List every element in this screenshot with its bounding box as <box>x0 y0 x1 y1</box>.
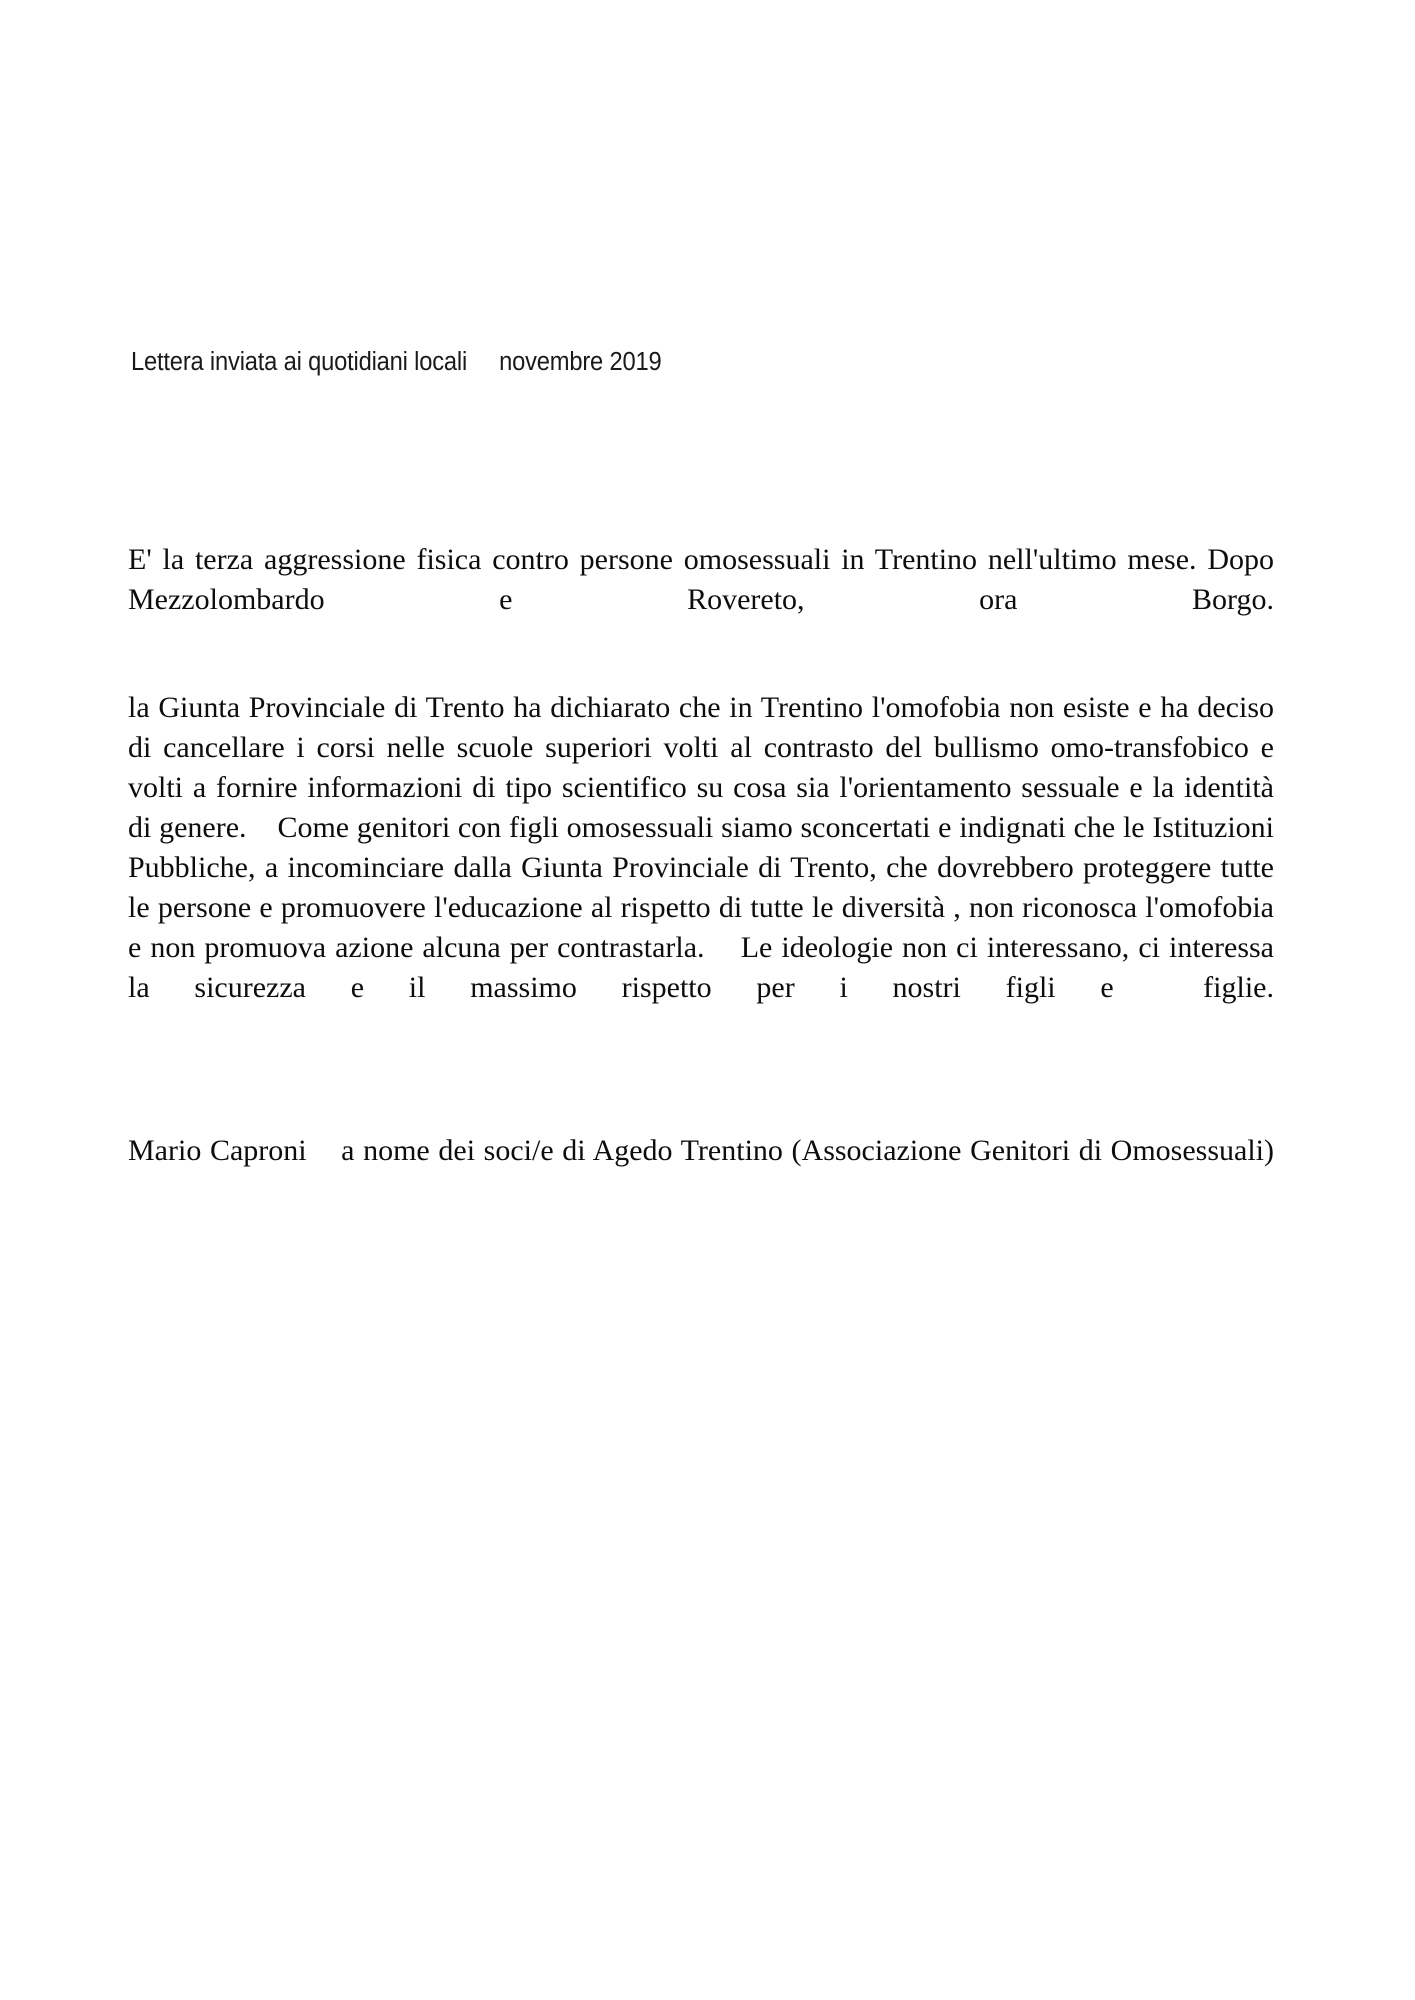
document-signature <box>128 1131 1274 1211</box>
signature-line: Mario Caproni a nome dei soci/e di Agedo Trentino (Associazione Genitori di Omosessuali) <box>128 1134 1274 1167</box>
document-body <box>128 540 1289 1048</box>
document-header-line: Lettera inviata ai quotidiani locali novembre 2019 <box>131 348 662 376</box>
paragraph-intro: E' la terza aggressione fisica contro persone omosessuali in Trentino nell'ultimo mese. Dopo Mezzolombardo e Rovereto, ora Borgo. <box>128 543 1282 616</box>
paragraph-main: la Giunta Provinciale di Trento ha dichiarato che in Trentino l'omofobia non esiste e ha deciso di cancellare i corsi nelle scuole superiori volti al contrasto del bullismo omo-transfobico e volti a fornire informazioni di tipo scientifico su cosa sia l'orientamento sessuale e la identità di genere. Come genitori con figli omosessuali siamo sconcertati e indignati che le Istituzioni Pubbliche, a incominciare dalla Giunta Provinciale di Trento, che dovrebbero proteggere tutte le persone e promuovere l'educazione al rispetto di tutte le diversità , non riconosca l'omofobia e non promuova azione alcuna per contrastarla. Le ideologie non ci interessano, ci interessa la sicurezza e il massimo rispetto per i nostri figli e figlie. <box>128 691 1289 1004</box>
